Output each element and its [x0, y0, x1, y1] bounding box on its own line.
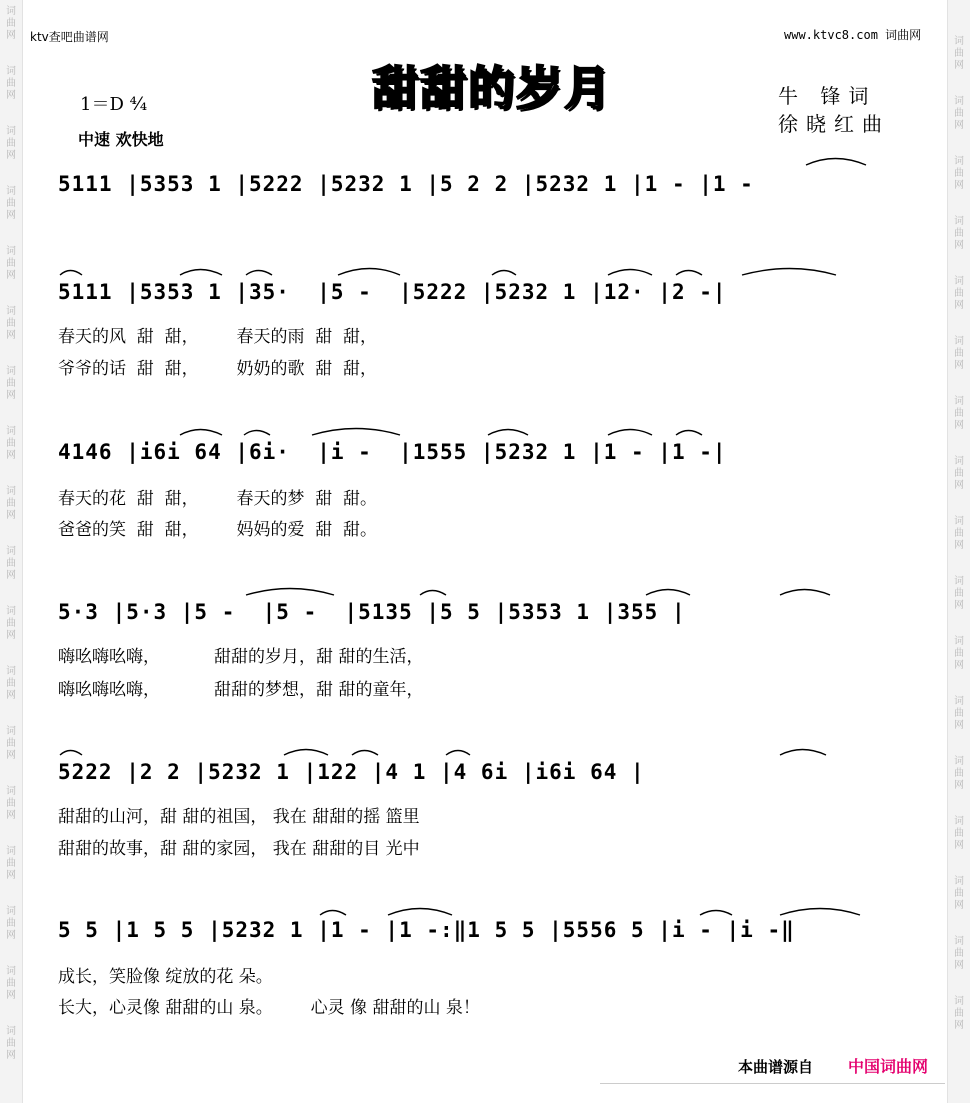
watermark-text: 词曲网 [6, 426, 16, 461]
watermark-text: 词曲网 [6, 846, 16, 881]
slur [246, 589, 334, 596]
slur [352, 751, 378, 756]
slur [646, 590, 690, 596]
footer-divider [600, 1083, 945, 1084]
song-title: 甜甜的岁月 [372, 61, 612, 115]
watermark-text: 词曲网 [6, 546, 16, 581]
watermark-text: 词曲网 [6, 366, 16, 401]
lyric-line-3-verse-2: 爸爸的笑 甜 甜， 妈妈的爱 甜 甜。 [58, 520, 378, 540]
watermark-text: 词曲网 [954, 936, 964, 971]
slur [492, 271, 516, 276]
footer-source-site[interactable]: 中国词曲网 [848, 1057, 929, 1076]
watermark-text: 词曲网 [954, 216, 964, 251]
watermark-text: 词曲网 [6, 966, 16, 1001]
slur [742, 269, 836, 276]
lyric-line-3-verse-1: 春天的花 甜 甜， 春天的梦 甜 甜。 [58, 489, 378, 509]
watermark-text: 词曲网 [6, 246, 16, 281]
slur [780, 909, 860, 916]
lyric-line-6-verse-1: 成长，笑脸像 绽放的花 朵。 [58, 967, 273, 987]
watermark-text: 词曲网 [6, 486, 16, 521]
slur [608, 430, 652, 436]
watermark-text: 词曲网 [954, 996, 964, 1031]
watermark-text: 词曲网 [954, 756, 964, 791]
watermark-text: 词曲网 [954, 336, 964, 371]
watermark-text: 词曲网 [954, 276, 964, 311]
lyric-line-4-verse-1: 嗨吆嗨吆嗨， 甜甜的岁月，甜 甜的生活， [58, 647, 424, 667]
watermark-text: 词曲网 [6, 306, 16, 341]
watermark-text: 词曲网 [954, 96, 964, 131]
lyric-line-2-verse-1: 春天的风 甜 甜， 春天的雨 甜 甜， [58, 327, 378, 347]
slur [806, 159, 866, 166]
slur [284, 750, 328, 756]
notation-line-1: 5111 |5353 1 |5222 |5232 1 |5 2 2 |5232 1 |1 - |1 - [58, 172, 754, 196]
slur [60, 271, 82, 276]
notation-line-2: 5111 |5353 1 |35· |5 - |5222 |5232 1 |12· |2 -| [58, 280, 727, 304]
watermark-text: 词曲网 [6, 1026, 16, 1061]
watermark-text: 词曲网 [6, 186, 16, 221]
meter-mark: ⁴⁄₄ [129, 94, 148, 115]
watermark-text: 词曲网 [954, 876, 964, 911]
slur [446, 751, 470, 756]
watermark-text: 词曲网 [954, 36, 964, 71]
slur [180, 430, 222, 436]
slur [246, 271, 272, 276]
right-watermark-strip [947, 0, 970, 1103]
lyric-line-5-verse-2: 甜甜的故事，甜 甜的家园， 我在 甜甜的目 光中 [58, 839, 420, 859]
lyricist-credit: 牛 锋词 [778, 84, 877, 108]
lyric-line-6-verse-2: 长大，心灵像 甜甜的山 泉。 心灵 像 甜甜的山 泉！ [58, 998, 480, 1018]
slur [320, 911, 346, 916]
watermark-text: 词曲网 [6, 726, 16, 761]
watermark-text: 词曲网 [954, 396, 964, 431]
lyric-line-5-verse-1: 甜甜的山河，甜 甜的祖国， 我在 甜甜的摇 篮里 [58, 807, 420, 827]
watermark-text: 词曲网 [6, 6, 16, 41]
slur [608, 270, 652, 276]
slur [338, 269, 400, 276]
slur [180, 270, 222, 276]
watermark-text: 词曲网 [954, 456, 964, 491]
watermark-text: 词曲网 [6, 906, 16, 941]
slur [488, 430, 528, 436]
slur [244, 431, 270, 436]
watermark-text: 词曲网 [6, 126, 16, 161]
watermark-text: 词曲网 [954, 576, 964, 611]
footer-source-label: 本曲谱源自 [738, 1058, 814, 1076]
slur [780, 590, 830, 596]
source-site-right[interactable]: www.ktvc8.com 词曲网 [784, 28, 922, 42]
key-signature [80, 90, 147, 116]
slur [60, 751, 82, 756]
watermark-text: 词曲网 [6, 66, 16, 101]
watermark-text: 词曲网 [954, 696, 964, 731]
slur [420, 591, 446, 596]
slur [312, 429, 400, 436]
watermark-text: 词曲网 [954, 816, 964, 851]
lyric-line-4-verse-2: 嗨吆嗨吆嗨， 甜甜的梦想，甜 甜的童年， [58, 680, 424, 700]
slur [676, 271, 702, 276]
watermark-text: 词曲网 [6, 606, 16, 641]
slur [388, 909, 452, 916]
composer-credit: 徐晓红曲 [778, 112, 890, 136]
notation-line-6: 5 5 |1 5 5 |5232 1 |1 - |1 -:‖1 5 5 |5556 5 |i - |i -‖ [58, 918, 795, 942]
key-text: 1＝D [80, 94, 124, 115]
slur [780, 750, 826, 756]
lyric-line-2-verse-2: 爷爷的话 甜 甜， 奶奶的歌 甜 甜， [58, 359, 378, 379]
watermark-text: 词曲网 [6, 666, 16, 701]
watermark-text: 词曲网 [954, 156, 964, 191]
watermark-text: 词曲网 [954, 636, 964, 671]
slur [700, 911, 732, 916]
source-site-left[interactable]: ktv查吧曲谱网 [30, 30, 109, 44]
notation-line-4: 5·3 |5·3 |5 - |5 - |5135 |5 5 |5353 1 |355 | [58, 600, 686, 624]
notation-line-5: 5222 |2 2 |5232 1 |122 |4 1 |4 6i |i6i 64 | [58, 760, 645, 784]
left-watermark-strip [0, 0, 23, 1103]
watermark-text: 词曲网 [954, 516, 964, 551]
tempo-marking: 中速 欢快地 [78, 130, 164, 149]
watermark-text: 词曲网 [6, 786, 16, 821]
slur [676, 431, 702, 436]
notation-line-3: 4146 |i6i 64 |6i· |i - |1555 |5232 1 |1 - |1 -| [58, 440, 727, 464]
